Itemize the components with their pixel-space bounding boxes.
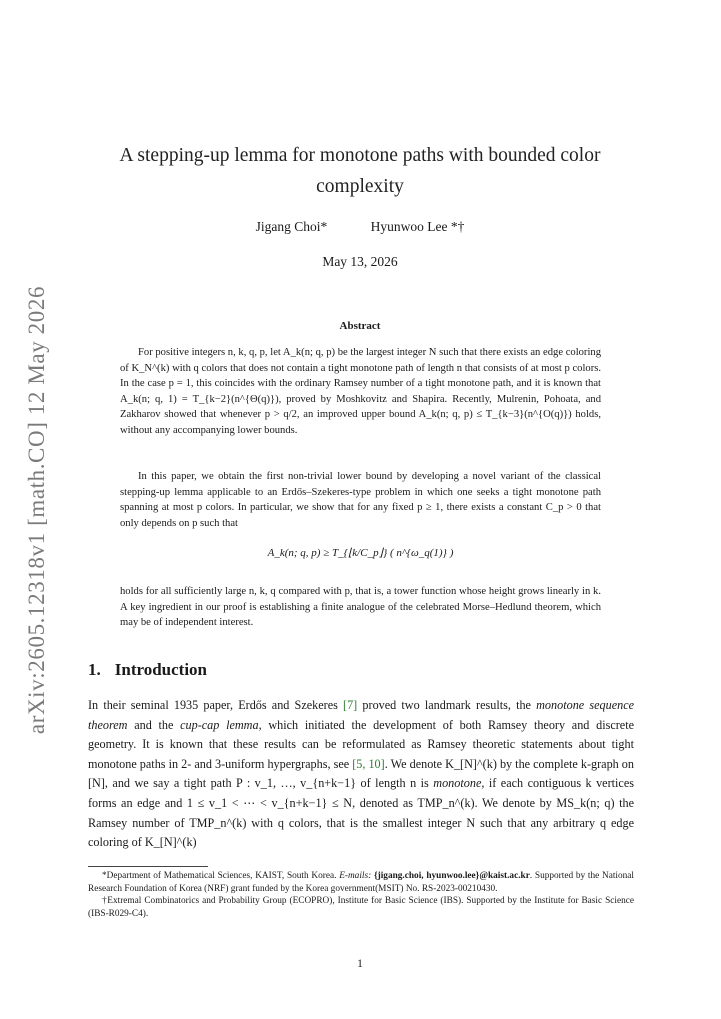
term-monotone: monotone xyxy=(433,776,482,791)
body-text-d: , which initiated the development of both Ramsey theory and discrete geometry. It is known that these results can be reformulated as Ramsey theoretic statements about tight monotone paths in 2- and 3-uniform hypergraphs, see xyxy=(88,717,634,771)
term-cup-cap-lemma: cup-cap lemma xyxy=(180,717,259,732)
footnote-emails[interactable]: {jigang.choi, hyunwoo.lee}@kaist.ac.kr xyxy=(371,871,530,881)
display-equation: A_k(n; q, p) ≥ T_{⌊k/C_p⌋} ( n^{ω_q(1)} ) xyxy=(267,547,454,559)
abstract-paragraph-2 xyxy=(120,469,601,531)
term-monotone-sequence-theorem: monotone sequence theorem xyxy=(88,698,635,732)
footnote-email-label: E-mails: xyxy=(339,871,372,881)
page-number: 1 xyxy=(357,958,363,970)
body-text-b: proved two landmark results, the xyxy=(357,698,537,712)
body-text-a: In their seminal 1935 paper, Erdős and Szekeres xyxy=(88,698,344,712)
arxiv-identifier: arXiv:2605.12318v1 [math.CO] 12 May 2026 xyxy=(24,285,49,735)
body-text-e: . We denote K_[N]^(k) by the complete k-graph on [N], and we say a tight path P : v_1, …, v_{n+k−1} of length n is xyxy=(88,756,634,791)
citation-link-7[interactable]: [7] xyxy=(343,698,358,712)
footnote-1-funding: . Supported by the National Research Foundation of Korea (NRF) grant funded by the Korea government(MSIT) No. RS-2023-00210430. xyxy=(88,871,635,894)
paper-date: May 13, 2026 xyxy=(322,254,398,269)
abstract-paragraph-1 xyxy=(120,345,601,439)
abstract-text-2: In this paper, we obtain the first non-trivial lower bound by developing a novel variant of the classical stepping-up lemma applicable to an Erdős–Szekeres-type problem in which one seeks a tight monotone path spanning at most p colors. In particular, we show that for any fixed p ≥ 1, there exists a constant C_p > 0 that only depends on p such that xyxy=(120,471,601,529)
abstract-text-3: holds for all sufficiently large n, k, q compared with p, that is, a tower function whose height grows linearly in k. A key ingredient in our proof is establishing a finite analogue of the celebrated Morse–Hedlund theorem, which may be of independent interest. xyxy=(120,586,601,629)
abstract-text-1: For positive integers n, k, q, p, let A_k(n; q, p) be the largest integer N such that there exists an edge coloring of K_N^(k) with q colors that does not contain a tight monotone path of length n that consists of at most p colors. In the case p = 1, this coincides with the ordinary Ramsey number of a tight monotone path, and it is known that A_k(n; q, 1) = T_{k−2}(n^{Θ(q)}), proved by Moshkovitz and Shapira. Recently, Mulrenin, Pohoata, and Zakharov showed that whenever p > q/2, an improved upper bound A_k(n; q, p) ≤ T_{k−3}(n^{O(q)}) holds, without any accompanying lower bounds. xyxy=(120,347,601,436)
body-text-f: , if each contiguous k vertices forms an edge and 1 ≤ v_1 < ⋯ < v_{n+k−1} ≤ N, denoted as TMP_n^(k). We denote by MS_k(n; q) the Ramsey number of TMP_n^(k) with q colors, that is the smallest integer N such that any arbitrary q edge coloring of K_[N]^(k) xyxy=(88,776,634,850)
abstract-heading: Abstract xyxy=(339,320,381,332)
citation-link-5-10[interactable]: [5, 10] xyxy=(352,756,385,771)
author-list xyxy=(90,219,630,235)
footnote-1-text: *Department of Mathematical Sciences, KAIST, South Korea. xyxy=(102,871,340,881)
footnote-affiliation-2: †Extremal Combinatorics and Probability Group (ECOPRO), Institute for Basic Science (IBS). Supported by the Institute for Basic Science (IBS-R029-C4). xyxy=(88,896,634,919)
body-text-c: and the xyxy=(127,717,181,732)
abstract-paragraph-3 xyxy=(120,584,601,631)
author-2: Hyunwoo Lee *† xyxy=(370,219,465,234)
section-heading xyxy=(88,660,207,680)
footnote-divider xyxy=(88,866,208,867)
section-number: 1. xyxy=(88,660,101,679)
footnotes xyxy=(88,870,634,920)
section-title: Introduction xyxy=(114,660,208,679)
paper-title: A stepping-up lemma for monotone paths with bounded color complexity xyxy=(119,145,601,197)
footnote-affiliation-1 xyxy=(88,870,634,895)
introduction-paragraph xyxy=(88,696,634,853)
author-1: Jigang Choi* xyxy=(255,219,328,234)
